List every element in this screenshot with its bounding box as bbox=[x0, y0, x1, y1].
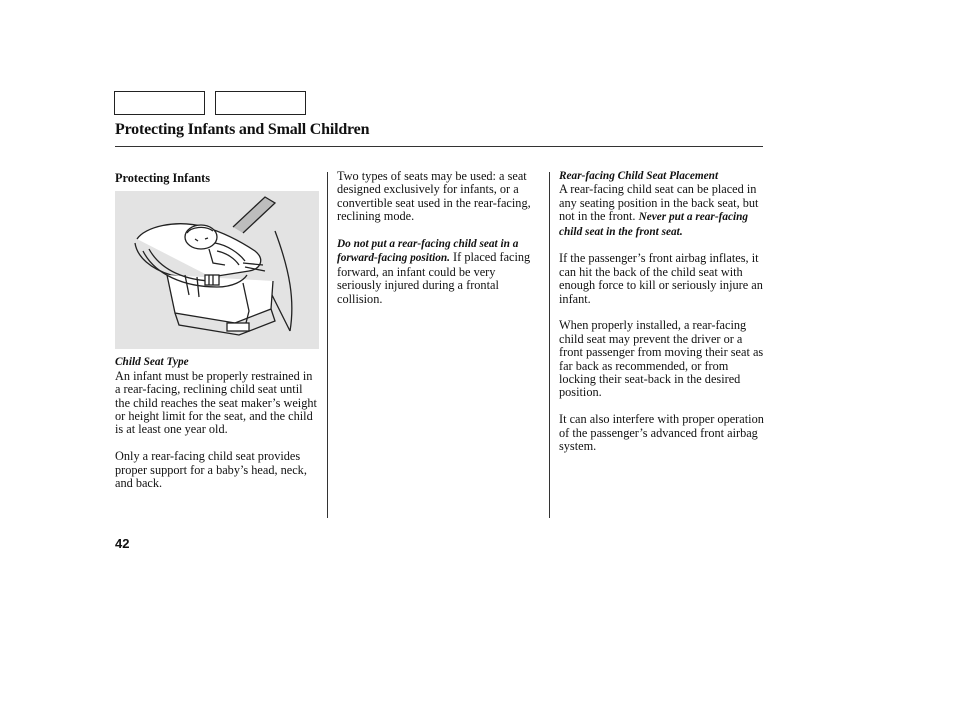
rear-facing-infant-seat-illustration-icon bbox=[115, 191, 319, 349]
placement-heading: Rear-facing Child Seat Placement bbox=[559, 170, 719, 182]
placement-paragraph bbox=[559, 183, 764, 239]
placement-warning: Never put a rear-facing child seat in the front seat. bbox=[559, 211, 749, 238]
airbag-paragraph: If the passenger’s front airbag inflates, it can hit the back of the child seat with enough force to kill or seriously injure an infant. bbox=[559, 251, 763, 306]
forward-facing-warning-bold: Do not put a rear-facing child seat in a forward-facing position. bbox=[337, 238, 519, 265]
child-seat-type-paragraph-2: Only a rear-facing child seat provides proper support for a baby’s head, neck, and back. bbox=[115, 449, 307, 491]
interference-paragraph: It can also interfere with proper operation of the passenger’s advanced front airbag system. bbox=[559, 412, 764, 454]
column-divider-1 bbox=[327, 172, 328, 518]
title-divider bbox=[115, 146, 763, 147]
column-1 bbox=[115, 170, 320, 490]
column-2 bbox=[337, 170, 542, 306]
nav-tab-blank-1[interactable] bbox=[114, 91, 205, 115]
column-divider-2 bbox=[549, 172, 550, 518]
installation-paragraph: When properly installed, a rear-facing child seat may prevent the driver or a front passenger from moving their seat as far back as recommended, or from locking their seat-back in the desired position. bbox=[559, 318, 764, 400]
column-3 bbox=[559, 170, 764, 453]
page-title: Protecting Infants and Small Children bbox=[115, 121, 370, 138]
page-number: 42 bbox=[115, 536, 130, 551]
child-seat-type-paragraph-1: An infant must be properly restrained in a rear-facing, reclining child seat until the child reaches the seat maker’s weight or height limit for the seat, and the child is at least one year old. bbox=[115, 368, 317, 437]
infant-seat-illustration bbox=[115, 191, 319, 349]
child-seat-type-heading: Child Seat Type bbox=[115, 356, 189, 369]
forward-facing-warning-text: If placed facing forward, an infant could be very seriously injured during a frontal collision. bbox=[337, 250, 531, 306]
nav-tab-blank-2[interactable] bbox=[215, 91, 306, 115]
seat-types-paragraph: Two types of seats may be used: a seat designed exclusively for infants, or a convertible seat used in the rear-facing, reclining mode. bbox=[337, 169, 531, 224]
placement-text: A rear-facing child seat can be placed in any seating position in the back seat, but not in the front. bbox=[559, 182, 759, 224]
forward-facing-warning bbox=[337, 237, 542, 306]
section-heading: Protecting Infants bbox=[115, 171, 211, 185]
